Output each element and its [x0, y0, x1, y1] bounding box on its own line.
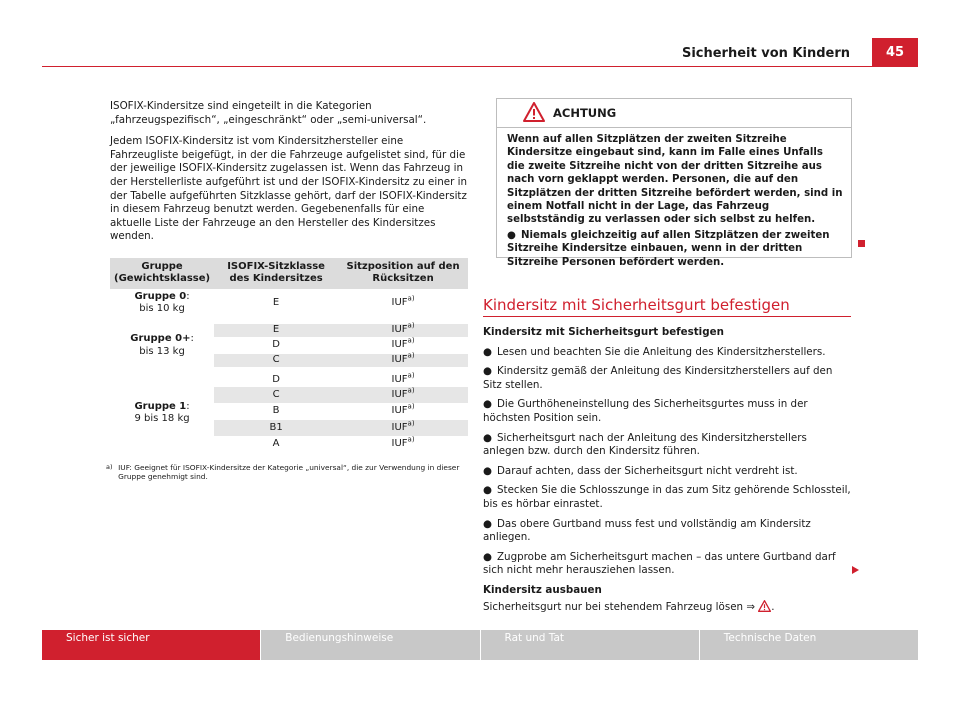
list-item: ● Stecken Sie die Schlosszunge in das zum Sitz gehörende Schlossteil, bis es hörbar einrastet.	[483, 484, 851, 510]
class-cell: B	[272, 405, 280, 417]
list-item: ● Das obere Gurtband muss fest und vollständig am Kindersitz anliegen.	[483, 517, 811, 544]
bullet-icon: ●	[483, 550, 492, 563]
table-header-class: ISOFIX-Sitzklasse des Kindersitzes	[214, 258, 338, 289]
position-cell: IUF$^{a)}$	[338, 321, 468, 338]
right-column	[483, 326, 851, 614]
group-cell: Gruppe 0+: bis 13 kg	[110, 321, 214, 371]
list-item: ● Die Gurthöheneinstellung des Sicherheitsgurtes muss in der höchsten Position sein.	[483, 398, 808, 424]
table-row	[110, 289, 468, 321]
position-cell: IUF$^{a)}$	[391, 294, 415, 309]
page-number: 45	[872, 38, 918, 66]
left-column	[106, 100, 468, 482]
tab-rat-und-tat[interactable]: Rat und Tat	[481, 630, 700, 660]
position-cell: IUF$^{a)}$	[391, 436, 415, 450]
bullet-icon: ●	[483, 464, 492, 477]
bullet-icon: ●	[483, 517, 492, 530]
warning-reference-icon[interactable]	[758, 600, 771, 612]
position-cell: IUF$^{a)}$	[338, 420, 468, 437]
warning-paragraph: Wenn auf allen Sitzplätzen der zweiten Sitzreihe Kindersitze eingebaut sind, kann im Falle eines Unfalls die zweite Sitzreihe nicht von der dritten Sitzreihe aus nach vorn geklappt werden. Personen, die auf den Sitzplätzen der dritten Sitzreihe befördert werden, sind in einem Notfall nicht in der Lage, das Fahrzeug selbstständig zu verlassen oder sich selbst zu helfen.	[507, 134, 843, 226]
footnote-text: IUF: Geeignet für ISOFIX-Kindersitze der Kategorie „universal“, die zur Verwendung in dieser Gruppe genehmigt sind.	[118, 462, 460, 482]
bullet-icon: ●	[483, 484, 492, 497]
list-item: ● Lesen und beachten Sie die Anleitung des Kindersitzherstellers.	[483, 345, 826, 358]
page-header-title: Sicherheit von Kindern	[681, 46, 850, 61]
bullet-icon: ●	[483, 365, 492, 378]
bullet-icon: ●	[483, 398, 492, 411]
class-cell: E	[272, 297, 280, 309]
warning-title: ACHTUNG	[553, 106, 617, 120]
class-cell: E	[214, 321, 338, 338]
tab-technische-daten[interactable]: Technische Daten	[700, 630, 918, 660]
continue-arrow-icon	[852, 566, 859, 574]
class-cell: B1	[214, 420, 338, 437]
tab-bedienungshinweise[interactable]: Bedienungshinweise	[261, 630, 480, 660]
header-rule	[42, 66, 918, 67]
footnote-mark: a)	[106, 462, 113, 471]
list-item: ● Zugprobe am Sicherheitsgurt machen – das untere Gurtband darf sich nicht mehr herausziehen lassen.	[483, 550, 836, 577]
table-header-group: Gruppe (Gewichtsklasse)	[110, 258, 214, 289]
class-cell: C	[214, 387, 338, 404]
bullet-icon: ●	[507, 229, 516, 241]
footer-tabs	[42, 630, 918, 660]
remove-instruction: Sicherheitsgurt nur bei stehendem Fahrzeug lösen ⇒ .	[483, 600, 775, 613]
warning-bullet: ● Niemals gleichzeitig auf allen Sitzplätzen der zweiten Sitzreihe Kindersitze einbauen, wenn in der dritten Sitzreihe Personen befördert werden.	[507, 229, 830, 268]
position-cell: IUF$^{a)}$	[338, 354, 468, 371]
group-cell: Gruppe 1: 9 bis 18 kg	[110, 370, 214, 453]
list-item: ● Kindersitz gemäß der Anleitung des Kindersitzherstellers auf den Sitz stellen.	[483, 365, 833, 391]
list-item: ● Darauf achten, dass der Sicherheitsgurt nicht verdreht ist.	[483, 464, 798, 477]
subheading-remove: Kindersitz ausbauen	[483, 583, 602, 596]
warning-triangle-icon	[523, 102, 545, 122]
table-header-position: Sitzposition auf den Rücksitzen	[338, 258, 468, 289]
warning-header	[497, 99, 851, 128]
position-cell: IUF$^{a)}$	[338, 387, 468, 404]
subheading-install: Kindersitz mit Sicherheitsgurt befestigen	[483, 326, 724, 338]
isofix-table	[110, 258, 468, 453]
warning-body	[497, 128, 851, 269]
warning-box	[496, 98, 852, 268]
bullet-icon: ●	[483, 431, 492, 444]
bullet-icon: ●	[483, 345, 492, 358]
list-item: ● Sicherheitsgurt nach der Anleitung des Kindersitzherstellers anlegen bzw. durch den Kindersitz führen.	[483, 431, 807, 458]
position-cell: IUF$^{a)}$	[338, 370, 468, 387]
table-row	[110, 321, 468, 338]
section-rule	[483, 316, 851, 317]
intro-paragraph: ISOFIX-Kindersitze sind eingeteilt in die Kategorien „fahrzeugspezifisch“, „eingeschränkt“ oder „semi-universal“.	[110, 100, 427, 126]
table-row	[110, 370, 468, 387]
position-cell: IUF$^{a)}$	[391, 403, 415, 417]
tab-sicher-ist-sicher[interactable]: Sicher ist sicher	[42, 630, 261, 660]
group-cell: Gruppe 0: bis 10 kg	[134, 290, 190, 315]
class-cell: D	[272, 339, 280, 351]
class-cell: C	[214, 354, 338, 371]
section-end-marker-icon	[858, 240, 865, 247]
table-footnote	[106, 462, 468, 482]
manufacturer-list-paragraph: Jedem ISOFIX-Kindersitz ist vom Kindersitzhersteller eine Fahrzeugliste beigefügt, in der die Fahrzeuge aufgelistet sind, für die der jeweilige ISOFIX-Kindersitz zugelassen ist. Wenn das Fahrzeug in der Herstellerliste aufgeführt ist und der ISOFIX-Kindersitz zu einer in der Tabelle aufgeführten Sitzklasse gehört, darf der ISOFIX-Kindersitz in diesem Fahrzeug benutzt werden. Gegebenenfalls für eine aktuelle Liste der Fahrzeuge an den Hersteller des Kindersitzes wenden.	[110, 135, 468, 243]
position-cell: IUF$^{a)}$	[391, 337, 415, 351]
class-cell: D	[214, 370, 338, 387]
class-cell: A	[272, 438, 280, 450]
section-title: Kindersitz mit Sicherheitsgurt befestigen	[483, 296, 790, 314]
